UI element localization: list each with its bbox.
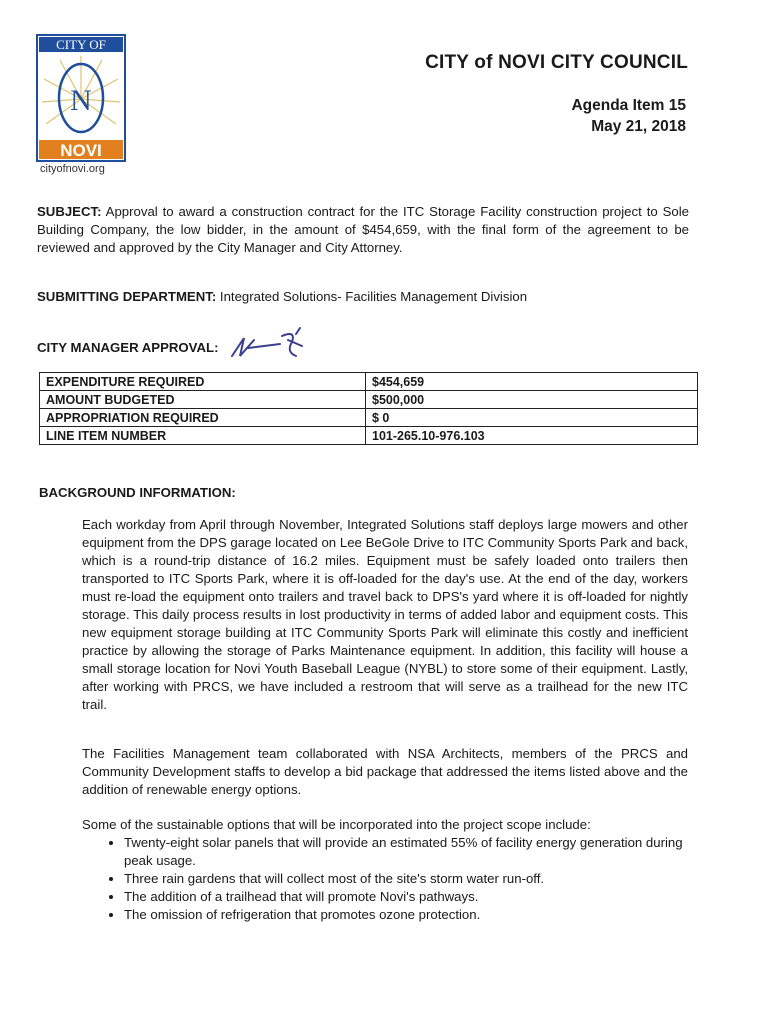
expenditure-label: EXPENDITURE REQUIRED	[40, 373, 366, 391]
background-paragraph-1: Each workday from April through November, Integrated Solutions staff deploys large mowers and other equipment from the DPS garage located on Lee BeGole Drive to ITC Community Sports Park and back, which is a round-trip distance of 16.2 miles. Equipment must be safely loaded onto trailers then transported to ITC Sports Park, where it is off-loaded for the day's use. At the end of the day, workers must re-load the equipment onto trailers and travel back to DPS's yard where it is off-loaded for nightly storage. This daily process results in lost productivity in terms of added labor and equipment costs. This new equipment storage building at ITC Community Sports Park will eliminate this costly and inefficient practice by allowing the storage of Parks Maintenance equipment. In addition, this facility will house a small storage location for Novi Youth Baseball League (NYBL) to store some of their equipment. Lastly, after working with PRCS, we have included a restroom that will serve as a trailhead for the new ITC trail.	[82, 517, 688, 712]
logo-url: cityofnovi.org	[40, 163, 105, 175]
submitting-label: SUBMITTING DEPARTMENT:	[37, 289, 217, 304]
list-item: • Three rain gardens that will collect most of the site's storm water run-off.	[124, 870, 688, 888]
list-item: • The omission of refrigeration that promotes ozone protection.	[124, 906, 688, 924]
table-row	[40, 427, 698, 445]
expenditure-value: $500,000	[366, 391, 698, 409]
background-paragraph-3: Some of the sustainable options that will be incorporated into the project scope include:	[82, 817, 591, 832]
agenda-block	[571, 95, 686, 137]
logo-bottom-text: NOVI	[60, 141, 102, 160]
city-manager-approval-label: CITY MANAGER APPROVAL:	[37, 340, 219, 355]
expenditure-table	[39, 372, 698, 445]
expenditure-label: APPROPRIATION REQUIRED	[40, 409, 366, 427]
table-row	[40, 391, 698, 409]
expenditure-label: AMOUNT BUDGETED	[40, 391, 366, 409]
expenditure-value: $ 0	[366, 409, 698, 427]
subject-label: SUBJECT:	[37, 204, 102, 219]
table-row	[40, 373, 698, 391]
expenditure-value: 101-265.10-976.103	[366, 427, 698, 445]
agenda-date: May 21, 2018	[591, 118, 686, 135]
sustainable-options-list	[82, 834, 688, 924]
subject-section	[37, 203, 689, 257]
council-title: CITY of NOVI CITY COUNCIL	[425, 52, 688, 73]
submitting-department	[37, 289, 527, 304]
expenditure-label: LINE ITEM NUMBER	[40, 427, 366, 445]
svg-text:N: N	[70, 84, 92, 117]
agenda-item: Agenda Item 15	[571, 97, 686, 114]
list-item: • Twenty-eight solar panels that will provide an estimated 55% of facility energy generation during peak usage.	[124, 834, 688, 870]
background-paragraph-2: The Facilities Management team collaborated with NSA Architects, members of the PRCS and Community Development staffs to develop a bid package that addressed the items listed above and the addition of renewable energy options.	[82, 746, 688, 797]
list-item: • The addition of a trailhead that will promote Novi's pathways.	[124, 888, 688, 906]
city-of-novi-logo	[36, 34, 126, 162]
expenditure-value: $454,659	[366, 373, 698, 391]
submitting-value: Integrated Solutions- Facilities Management Division	[219, 289, 528, 304]
signature-icon	[226, 326, 316, 366]
background-title: BACKGROUND INFORMATION:	[39, 485, 236, 500]
table-row	[40, 409, 698, 427]
subject-text: Approval to award a construction contract for the ITC Storage Facility construction project to Sole Building Company, the low bidder, in the amount of $454,659, with the final form of the agreement to be reviewed and approved by the City Manager and City Attorney.	[37, 204, 689, 255]
logo-top-text: CITY OF	[56, 37, 106, 52]
